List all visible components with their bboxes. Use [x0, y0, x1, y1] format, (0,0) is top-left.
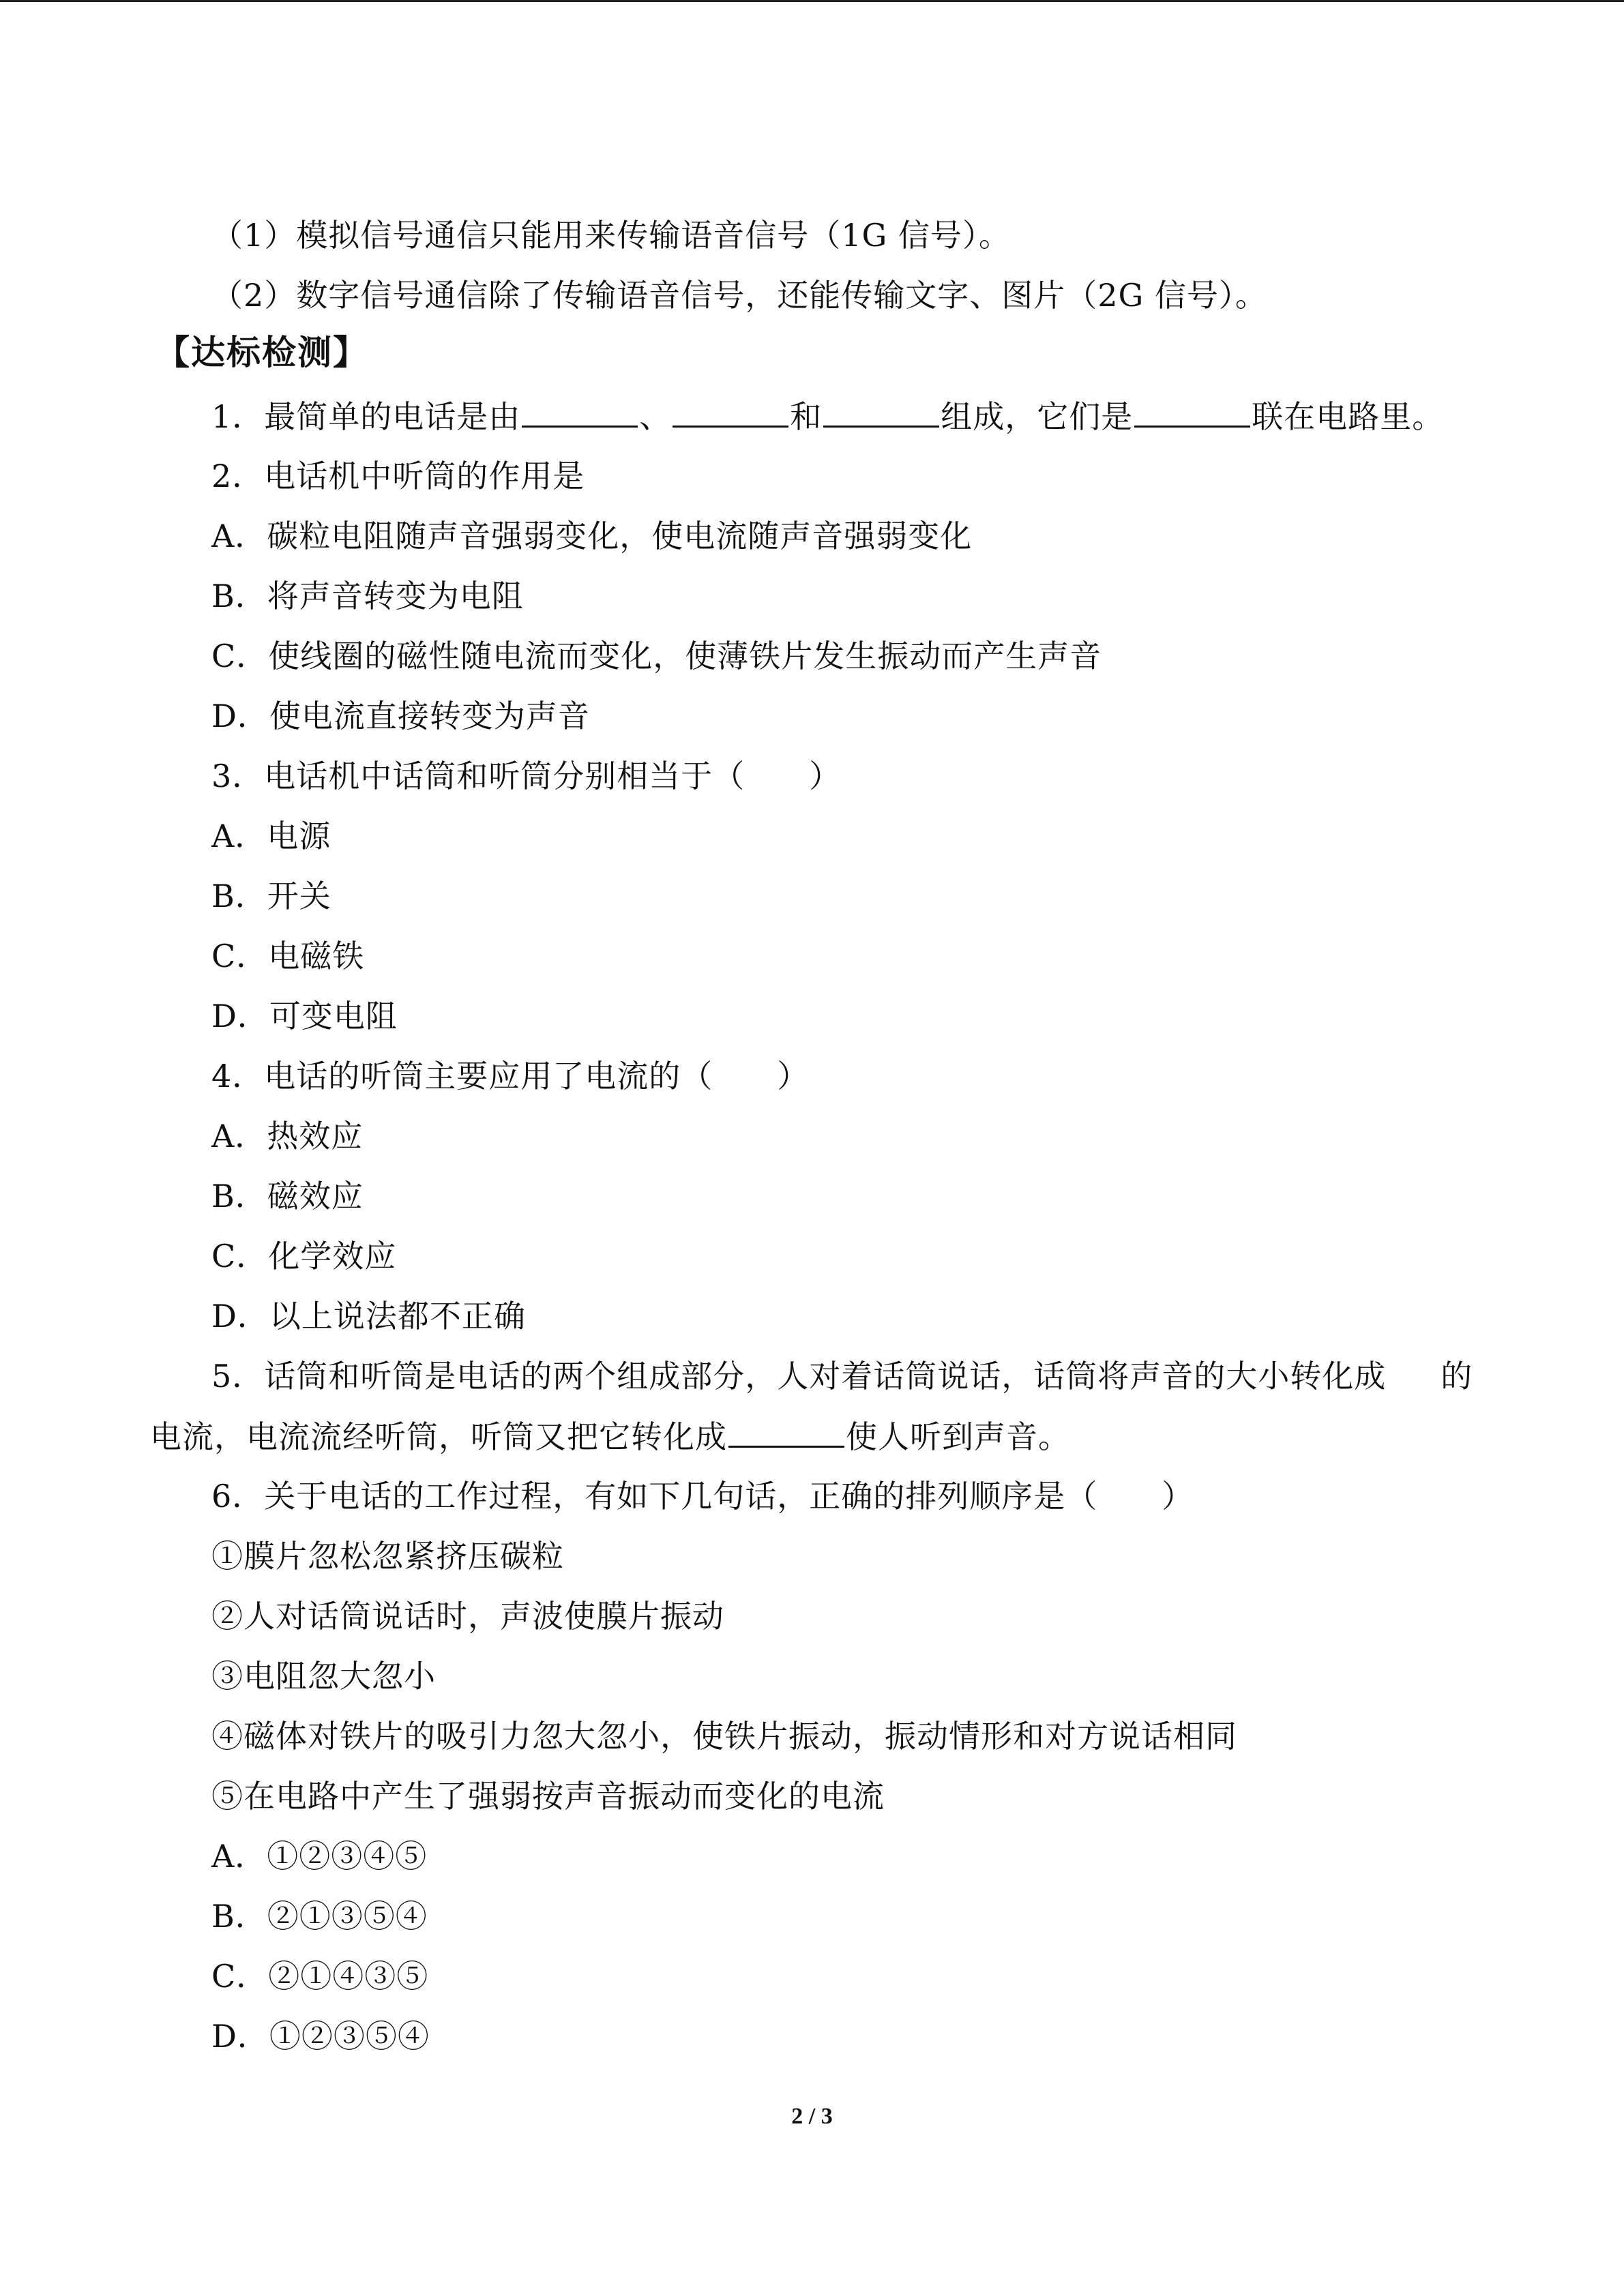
page-top-border [0, 0, 1624, 2]
q6-statement-3: ③电阻忽大忽小 [211, 1658, 436, 1695]
page-number: 2 / 3 [791, 2104, 833, 2129]
q2-option-c: C．使线圈的磁性随电流而变化，使薄铁片发生振动而产生声音 [211, 638, 1102, 674]
q3-option-b: B．开关 [211, 878, 331, 914]
q2-option-d: D．使电流直接转变为声音 [211, 698, 590, 734]
q1-sep-1: 、 [639, 398, 672, 435]
section-title: 【达标检测】 [156, 333, 368, 372]
q4-option-b: B．磁效应 [211, 1178, 364, 1214]
q1-blank-4[interactable] [1134, 396, 1250, 428]
q5-text-1: 5．话筒和听筒是电话的两个组成部分，人对着话筒说话，话筒将声音的大小转化成 [211, 1358, 1387, 1395]
q5-text-3: 电流，电流流经听筒，听筒又把它转化成 [150, 1418, 727, 1455]
q3-option-a: A．电源 [211, 818, 331, 854]
q2-option-a: A．碳粒电阻随声音强弱变化，使电流随声音强弱变化 [211, 518, 973, 554]
question-4-stem: 4．电话的听筒主要应用了电流的（ ） [211, 1058, 810, 1094]
q6-statement-1: ①膜片忽松忽紧挤压碳粒 [211, 1538, 564, 1575]
q6-option-c: C．②①④③⑤ [211, 1958, 429, 1995]
q1-text: 1．最简单的电话是由 [211, 398, 521, 435]
q2-option-b: B．将声音转变为电阻 [211, 578, 524, 614]
question-2-stem: 2．电话机中听筒的作用是 [211, 458, 585, 494]
question-5-line-1 [211, 1356, 1473, 1397]
question-3-stem: 3．电话机中话筒和听筒分别相当于（ ） [211, 758, 842, 794]
q6-statement-4: ④磁体对铁片的吸引力忽大忽小，使铁片振动，振动情形和对方说话相同 [211, 1718, 1237, 1755]
signal-item-2: （2）数字信号通信除了传输语音信号，还能传输文字、图片（2G 信号）。 [211, 277, 1267, 314]
q4-option-c: C．化学效应 [211, 1238, 397, 1274]
q1-blank-2[interactable] [673, 396, 788, 428]
q6-statement-2: ②人对话筒说话时，声波使膜片振动 [211, 1598, 724, 1635]
q5-text-2: 的 [1441, 1358, 1473, 1395]
q4-option-d: D．以上说法都不正确 [211, 1298, 526, 1335]
q1-sep-2: 和 [790, 398, 823, 435]
q3-option-c: C．电磁铁 [211, 938, 365, 974]
q1-text-end: 联在电路里。 [1252, 398, 1445, 435]
q1-sep-3: 组成，它们是 [941, 398, 1134, 435]
q6-option-d: D．①②③⑤④ [211, 2018, 430, 2055]
q4-option-a: A．热效应 [211, 1118, 364, 1154]
question-1 [211, 396, 1444, 437]
signal-item-1: （1）模拟信号通信只能用来传输语音信号（1G 信号）。 [211, 217, 1011, 254]
q1-blank-1[interactable] [522, 396, 638, 428]
question-6-stem: 6．关于电话的工作过程，有如下几句话，正确的排列顺序是（ ） [211, 1478, 1194, 1515]
q5-blank[interactable] [728, 1416, 844, 1448]
q6-option-b: B．②①③⑤④ [211, 1898, 428, 1935]
q5-text-4: 使人听到声音。 [846, 1418, 1070, 1455]
q6-option-a: A．①②③④⑤ [211, 1838, 428, 1875]
q3-option-d: D．可变电阻 [211, 998, 398, 1034]
q1-blank-3[interactable] [823, 396, 939, 428]
question-5-line-2 [150, 1416, 1070, 1457]
q6-statement-5: ⑤在电路中产生了强弱按声音振动而变化的电流 [211, 1778, 885, 1815]
